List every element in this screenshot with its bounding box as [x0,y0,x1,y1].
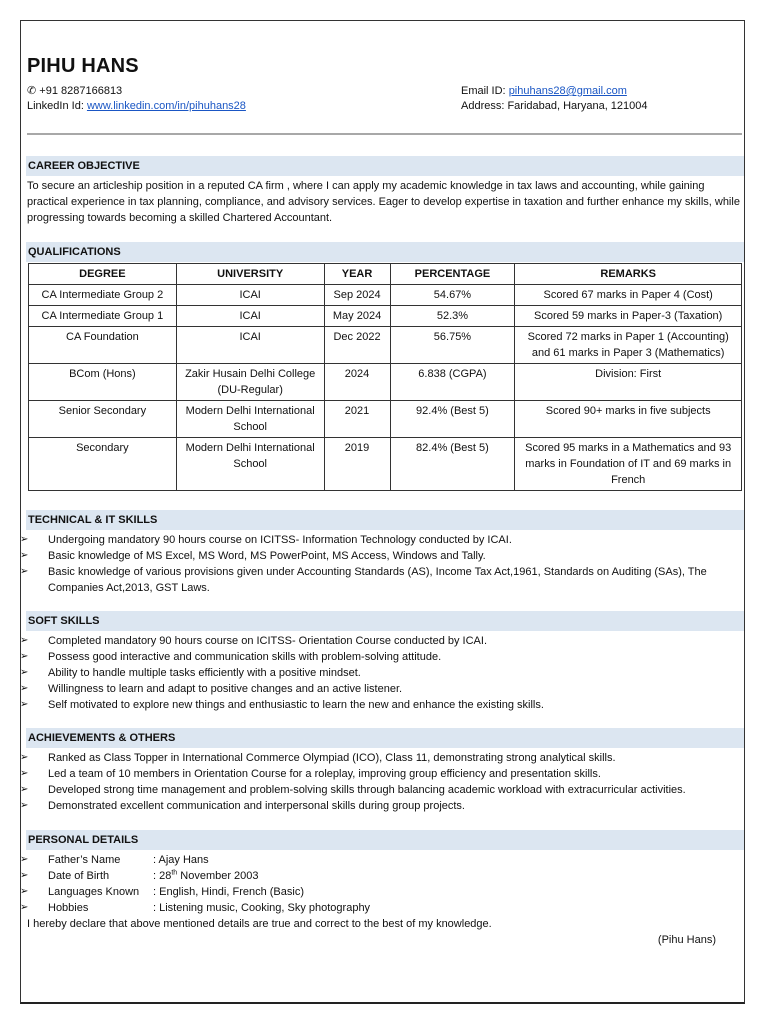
achievements-heading: ACHIEVEMENTS & OTHERS [26,728,744,748]
list-item [21,649,741,665]
cell-degree: Senior Secondary [29,401,177,438]
list-item-text: Possess good interactive and communication skills with problem-solving attitude. [48,651,442,663]
list-item-text: Willingness to learn and adapt to positive changes and an active listener. [48,683,403,695]
list-item [21,798,741,814]
arrow-bullet-icon: ➢ [20,566,29,577]
detail-value: : English, Hindi, French (Basic) [153,886,304,898]
cell-remarks: Division: First [515,364,742,401]
qualifications-heading: QUALIFICATIONS [26,242,744,262]
list-item [21,633,741,649]
email-label: Email ID: [461,85,509,97]
arrow-bullet-icon: ➢ [20,886,29,897]
detail-label: Date of Birth [48,870,110,882]
phone-line [27,84,246,99]
list-item-text: Basic knowledge of MS Excel, MS Word, MS PowerPoint, MS Access, Windows and Tally. [48,550,486,562]
list-item [21,697,741,713]
arrow-bullet-icon: ➢ [20,870,29,881]
list-item [21,750,741,766]
personal-details-list [21,852,741,916]
list-item-text: Undergoing mandatory 90 hours course on ICITSS- Information Technology conducted by ICAI. [48,534,512,546]
personal-details-heading: PERSONAL DETAILS [26,830,744,850]
header-divider [27,133,742,135]
cell-year: May 2024 [324,306,390,327]
technical-skills-heading: TECHNICAL & IT SKILLS [26,510,744,530]
cell-year: 2019 [324,438,390,491]
signature-name: (Pihu Hans) [657,934,716,946]
cell-university: Zakir Husain Delhi College (DU-Regular) [176,364,324,401]
cell-university: Modern Delhi International School [176,438,324,491]
cell-degree: CA Intermediate Group 2 [29,285,177,306]
list-item-text: Led a team of 10 members in Orientation Course for a roleplay, improving group efficiency and presentation skills. [48,768,601,780]
arrow-bullet-icon: ➢ [20,854,29,865]
cell-remarks: Scored 59 marks in Paper-3 (Taxation) [515,306,742,327]
arrow-bullet-icon: ➢ [20,534,29,545]
career-objective-text: To secure an articleship position in a reputed CA firm , where I can apply my academic knowledge in tax laws and accounting, while gaining practical experience in tax planning, compliance, and advisory services. Eager to develop expertise in taxation and further enhance my skills, while progressing towards becoming a skilled Chartered Accountant. [27,180,740,224]
achievements-list [21,750,741,814]
list-item [21,900,741,916]
cell-percentage: 54.67% [390,285,515,306]
detail-value: : Listening music, Cooking, Sky photography [153,902,371,914]
cell-year: 2024 [324,364,390,401]
cell-remarks: Scored 72 marks in Paper 1 (Accounting) and 61 marks in Paper 3 (Mathematics) [515,327,742,364]
cell-percentage: 92.4% (Best 5) [390,401,515,438]
list-item-text: Self motivated to explore new things and enthusiastic to learn the new and enhance the existing skills. [48,699,544,711]
arrow-bullet-icon: ➢ [20,800,29,811]
detail-value: : 28 [153,870,172,882]
arrow-bullet-icon: ➢ [20,651,29,662]
arrow-bullet-icon: ➢ [20,635,29,646]
declaration-text: I hereby declare that above mentioned details are true and correct to the best of my knowledge. [27,918,492,930]
column-header: UNIVERSITY [176,264,324,285]
detail-value-rest: November 2003 [177,870,259,882]
cell-degree: Secondary [29,438,177,491]
cell-degree: BCom (Hons) [29,364,177,401]
list-item-text: Completed mandatory 90 hours course on ICITSS- Orientation Course conducted by ICAI. [48,635,487,647]
cell-percentage: 6.838 (CGPA) [390,364,515,401]
qualifications-table [28,263,742,491]
technical-skills-list [21,532,741,596]
cell-year: Sep 2024 [324,285,390,306]
cell-degree: CA Intermediate Group 1 [29,306,177,327]
cell-percentage: 52.3% [390,306,515,327]
detail-label: Languages Known [48,886,140,898]
cell-year: 2021 [324,401,390,438]
cell-university: ICAI [176,306,324,327]
list-item-text: Ranked as Class Topper in International Commerce Olympiad (ICO), Class 11, demonstrating strong analytical skills. [48,752,616,764]
list-item [21,665,741,681]
email-line [461,84,648,99]
cell-remarks: Scored 95 marks in a Mathematics and 93 marks in Foundation of IT and 69 marks in French [515,438,742,491]
list-item [21,852,741,868]
linkedin-link[interactable]: www.linkedin.com/in/pihuhans28 [86,100,246,112]
cell-percentage: 82.4% (Best 5) [390,438,515,491]
list-item [21,782,741,798]
arrow-bullet-icon: ➢ [20,902,29,913]
cell-year: Dec 2022 [324,327,390,364]
arrow-bullet-icon: ➢ [20,667,29,678]
linkedin-label: LinkedIn Id: [27,100,87,112]
candidate-name: PIHU HANS [27,55,139,77]
email-link[interactable]: pihuhans28@gmail.com [508,85,627,97]
list-item-text: Demonstrated excellent communication and interpersonal skills during group projects. [48,800,465,812]
table-row [29,285,742,306]
contact-right [461,84,648,114]
career-objective-heading: CAREER OBJECTIVE [26,156,744,176]
list-item-text: Developed strong time management and problem-solving skills through balancing academic workload with extracurricular activities. [48,784,686,796]
list-item [21,564,741,596]
resume-page [20,20,745,1004]
phone-number: +91 8287166813 [39,85,123,97]
detail-value-superscript: th [171,869,178,877]
column-header: DEGREE [29,264,177,285]
table-row [29,401,742,438]
list-item [21,868,741,884]
list-item [21,548,741,564]
list-item-text: Ability to handle multiple tasks efficiently with a positive mindset. [48,667,361,679]
cell-percentage: 56.75% [390,327,515,364]
table-row [29,364,742,401]
linkedin-line [27,99,246,114]
arrow-bullet-icon: ➢ [20,683,29,694]
column-header: REMARKS [515,264,742,285]
list-item [21,766,741,782]
address-line: Address: Faridabad, Haryana, 121004 [461,100,648,112]
phone-icon: ✆ [27,85,37,97]
arrow-bullet-icon: ➢ [20,752,29,763]
contact-left [27,84,246,114]
list-item [21,884,741,900]
detail-label: Father’s Name [48,854,121,866]
cell-remarks: Scored 90+ marks in five subjects [515,401,742,438]
table-row [29,438,742,491]
soft-skills-list [21,633,741,713]
arrow-bullet-icon: ➢ [20,699,29,710]
cell-university: ICAI [176,285,324,306]
detail-label: Hobbies [48,902,89,914]
list-item-text: Basic knowledge of various provisions given under Accounting Standards (AS), Income Tax Act,1961, Standards on Auditing (SAs), The Companies Act,2013, GST Laws. [48,566,707,594]
cell-university: ICAI [176,327,324,364]
cell-remarks: Scored 67 marks in Paper 4 (Cost) [515,285,742,306]
arrow-bullet-icon: ➢ [20,768,29,779]
column-header: PERCENTAGE [390,264,515,285]
cell-degree: CA Foundation [29,327,177,364]
column-header: YEAR [324,264,390,285]
list-item [21,681,741,697]
table-row [29,306,742,327]
arrow-bullet-icon: ➢ [20,550,29,561]
soft-skills-heading: SOFT SKILLS [26,611,744,631]
table-row [29,327,742,364]
detail-value: : Ajay Hans [153,854,209,866]
list-item [21,532,741,548]
cell-university: Modern Delhi International School [176,401,324,438]
table-header-row [29,264,742,285]
arrow-bullet-icon: ➢ [20,784,29,795]
